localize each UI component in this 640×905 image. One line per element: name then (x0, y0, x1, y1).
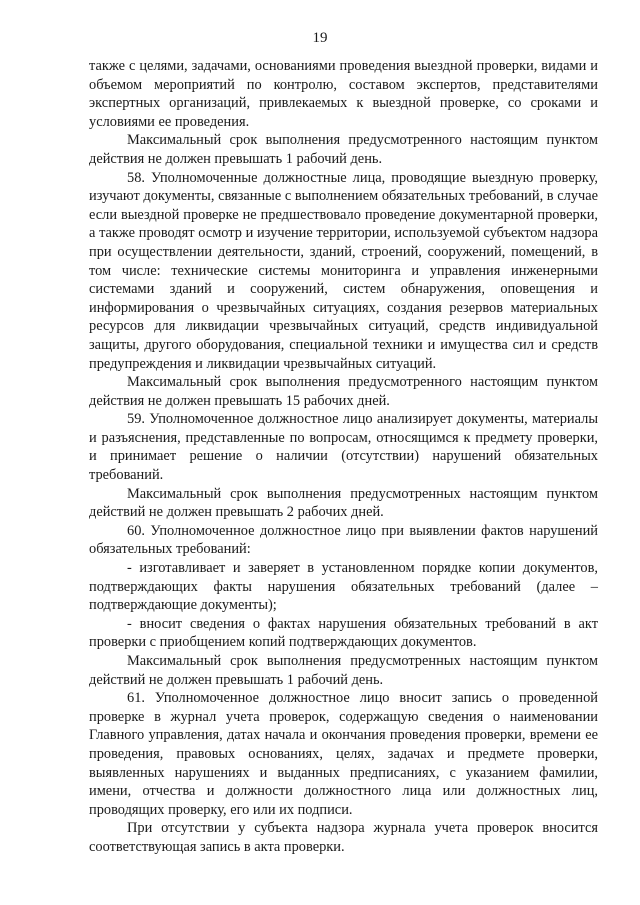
paragraph-no-journal: При отсутствии у субъекта надзора журнала учета проверок вносится соответствующая запись в акта проверки. (89, 820, 598, 855)
paragraph-continuation: также с целями, задачами, основаниями проведения выездной проверки, видами и объемом мероприятий по контролю, составом экспертов, представителями экспертных организаций, привлекаемых к выездной проверке, со сроками и условиями ее проведения. (89, 58, 598, 130)
paragraph-deadline-58: Максимальный срок выполнения предусмотренного настоящим пунктом действия не должен превышать 15 рабочих дней. (89, 374, 598, 409)
paragraph-58: 58. Уполномоченные должностные лица, проводящие выездную проверку, изучают документы, связанные с выполнением обязательных требований, в случае если выездной проверке не предшествовало проведение документарной проверки, а также проводят осмотр и изучение территории, используемой субъектом надзора при осуществлении деятельности, зданий, строений, сооружений, помещений, в том числе: технические системы мониторинга и управления инженерными системами зданий и сооружений, систем обнаружения, оповещения и информирования о чрезвычайных ситуациях, создания резервов материальных ресурсов для ликвидации чрезвычайных ситуаций, средств индивидуальной защиты, другого оборудования, специальной техники и имущества сил и средств предупреждения и ликвидации чрезвычайных ситуаций. (89, 169, 598, 372)
paragraph-60: 60. Уполномоченное должностное лицо при выявлении фактов нарушений обязательных требований: (89, 522, 598, 558)
paragraph-61: 61. Уполномоченное должностное лицо вносит запись о проведенной проверке в журнал учета проверок, содержащую сведения о наименовании Главного управления, датах начала и окончания проведения проверки, времени ее проведения, правовых основаниях, целях, задачах и предмете проверки, выявленных нарушениях и выданных предписаниях, с указанием фамилии, имени, отчества и должности должностного лица или должностных лиц, проводящих проверку, его или их подписи. (89, 690, 598, 818)
list-item-act-entry: - вносит сведения о фактах нарушения обязательных требований в акт проверки с приобщением копий подтверждающих документов. (89, 615, 598, 651)
list-item-copies: - изготавливает и заверяет в установленном порядке копии документов, подтверждающих факты нарушения обязательных требований (далее – подтверждающие документы); (89, 560, 598, 614)
document-body (89, 57, 598, 857)
paragraph-deadline-60: Максимальный срок выполнения предусмотренных настоящим пунктом действий не должен превышать 1 рабочий день. (89, 653, 598, 688)
paragraph-59: 59. Уполномоченное должностное лицо анализирует документы, материалы и разъяснения, представленные по вопросам, относящимся к предмету проверки, и принимает решение о наличии (отсутствии) нарушений обязательных требований. (89, 411, 598, 484)
paragraph-deadline-59: Максимальный срок выполнения предусмотренных настоящим пунктом действий не должен превышать 2 рабочих дней. (89, 485, 598, 521)
page-number: 19 (312, 30, 328, 46)
paragraph-deadline-57: Максимальный срок выполнения предусмотренного настоящим пунктом действия не должен превышать 1 рабочий день. (89, 132, 598, 167)
